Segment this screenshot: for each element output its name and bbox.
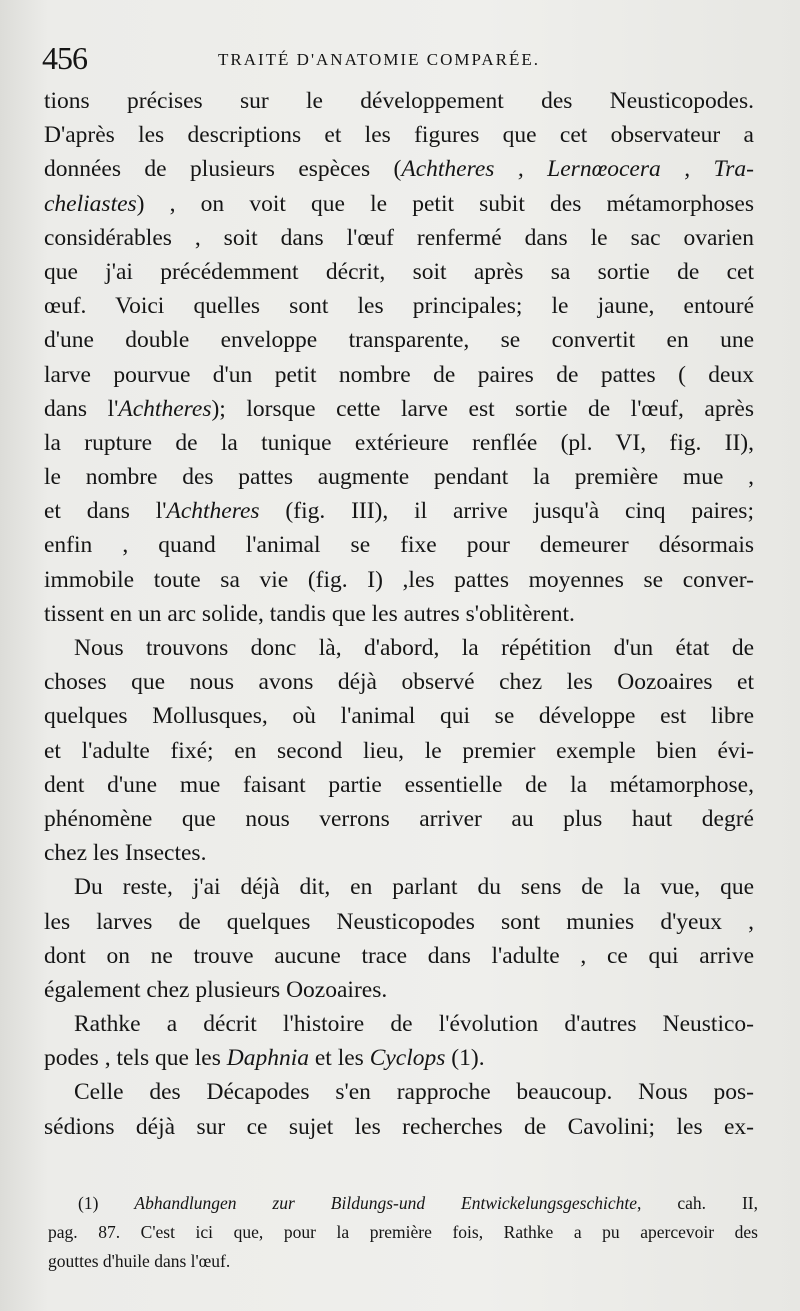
italic-text: cheliastes [44, 190, 137, 217]
text-run: et les [309, 1045, 370, 1072]
text-run: les larves de quelques Neusticopodes sont munies d'yeux , [44, 908, 754, 935]
text-run: immobile toute sa vie (fig. I) ,les pattes moyennes se conver- [44, 566, 754, 593]
text-run: dont on ne trouve aucune trace dans l'adulte , ce qui arrive [44, 942, 754, 969]
text-line [44, 665, 754, 699]
text-run: chez les Insectes. [44, 840, 207, 867]
text-run: et l'adulte fixé; en second lieu, le premier exemple bien évi- [44, 737, 754, 764]
text-line [44, 323, 754, 357]
footnote [48, 1189, 758, 1276]
text-line [44, 255, 754, 289]
text-line [44, 939, 754, 973]
text-line [44, 1110, 754, 1144]
text-run: podes , tels que les [44, 1045, 227, 1072]
text-run: Du reste, j'ai déjà dit, en parlant du sens de la vue, que [74, 874, 754, 901]
footnote-line [48, 1218, 758, 1247]
text-run: tions précises sur le développement des Neusticopodes. [44, 88, 754, 114]
italic-text: Achtheres [166, 498, 260, 525]
paragraph [44, 1075, 754, 1143]
text-run: (1) [78, 1193, 135, 1213]
text-run: considérables , soit dans l'œuf renfermé dans le sac ovarien [44, 224, 754, 251]
text-run: et dans l' [44, 498, 167, 525]
text-line [44, 152, 754, 186]
text-line [44, 1007, 754, 1041]
italic-text: Cyclops [369, 1045, 446, 1072]
text-run: données de plusieurs espèces ( [44, 156, 402, 183]
paragraph [44, 84, 754, 631]
paragraph [44, 1007, 754, 1075]
text-line [44, 118, 754, 152]
text-line [44, 1041, 754, 1075]
text-line [44, 734, 754, 768]
text-line [44, 563, 754, 597]
text-line [44, 631, 754, 665]
text-line [44, 802, 754, 836]
page-number: 456 [42, 40, 87, 76]
italic-text: Achtheres [118, 395, 212, 422]
text-run: quelques Mollusques, où l'animal qui se développe est libre [44, 703, 754, 730]
text-line [44, 460, 754, 494]
text-line [44, 392, 754, 426]
text-run: le nombre des pattes augmente pendant la première mue , [44, 464, 754, 491]
body-text [44, 84, 754, 1144]
text-line [44, 699, 754, 733]
text-line [44, 597, 754, 631]
text-line [44, 187, 754, 221]
text-line [44, 528, 754, 562]
text-line [44, 836, 754, 870]
text-run: phénomène que nous verrons arriver au plus haut degré [44, 805, 754, 832]
text-run: Rathke a décrit l'histoire de l'évolution d'autres Neustico- [74, 1011, 754, 1038]
paragraph [44, 631, 754, 870]
text-run: tissent en un arc solide, tandis que les autres s'oblitèrent. [44, 600, 575, 627]
text-line [44, 426, 754, 460]
footnote-line [48, 1247, 758, 1276]
text-line [44, 358, 754, 392]
text-run: gouttes d'huile dans l'œuf. [48, 1251, 231, 1271]
text-run: (1). [445, 1045, 485, 1072]
text-run: enfin , quand l'animal se fixe pour demeurer désormais [44, 532, 754, 559]
text-run: d'une double enveloppe transparente, se convertit en une [44, 327, 754, 354]
text-run: (fig. III), il arrive jusqu'à cinq paires; [259, 498, 754, 525]
paragraph [44, 870, 754, 1007]
text-run: également chez plusieurs Oozoaires. [44, 976, 388, 1003]
running-title: TRAITÉ D'ANATOMIE COMPARÉE. [218, 50, 540, 69]
text-run: Nous trouvons donc là, d'abord, la répétition d'un état de [74, 635, 754, 661]
text-line [44, 84, 754, 118]
text-run: pag. 87. C'est ici que, pour la première fois, Rathke a pu apercevoir des [48, 1222, 758, 1242]
page-header [42, 40, 762, 80]
text-run: D'après les descriptions et les figures que cet observateur a [44, 122, 754, 149]
text-run: Celle des Décapodes s'en rapproche beaucoup. Nous pos- [74, 1079, 754, 1106]
text-run: sédions déjà sur ce sujet les recherches de Cavolini; les ex- [44, 1113, 754, 1140]
text-line [44, 221, 754, 255]
text-line [44, 768, 754, 802]
text-run: dans l' [44, 395, 119, 422]
text-run: ); lorsque cette larve est sortie de l'œuf, après [211, 395, 754, 422]
text-line [44, 870, 754, 904]
text-line [44, 973, 754, 1007]
italic-text: Daphnia [226, 1045, 309, 1072]
text-run: la rupture de la tunique extérieure renflée (pl. VI, fig. II), [44, 429, 754, 456]
text-run: choses que nous avons déjà observé chez les Oozoaires et [44, 669, 754, 696]
text-line [44, 905, 754, 939]
text-run: œuf. Voici quelles sont les principales; le jaune, entouré [44, 293, 754, 320]
text-line [44, 1075, 754, 1109]
italic-text: Achtheres , Lernœocera , Tra- [401, 156, 754, 183]
text-line [44, 289, 754, 323]
text-run: ) , on voit que le petit subit des métamorphoses [136, 190, 754, 217]
text-run: que j'ai précédemment décrit, soit après sa sortie de cet [44, 258, 754, 285]
footnote-line [48, 1189, 758, 1218]
text-line [44, 494, 754, 528]
text-run: larve pourvue d'un petit nombre de paires de pattes ( deux [44, 361, 754, 388]
italic-text: Abhandlungen zur Bildungs-und Entwickelungsgeschichte [134, 1193, 637, 1213]
text-run: dent d'une mue faisant partie essentielle de la métamorphose, [44, 771, 754, 798]
text-run: , cah. II, [636, 1193, 758, 1213]
